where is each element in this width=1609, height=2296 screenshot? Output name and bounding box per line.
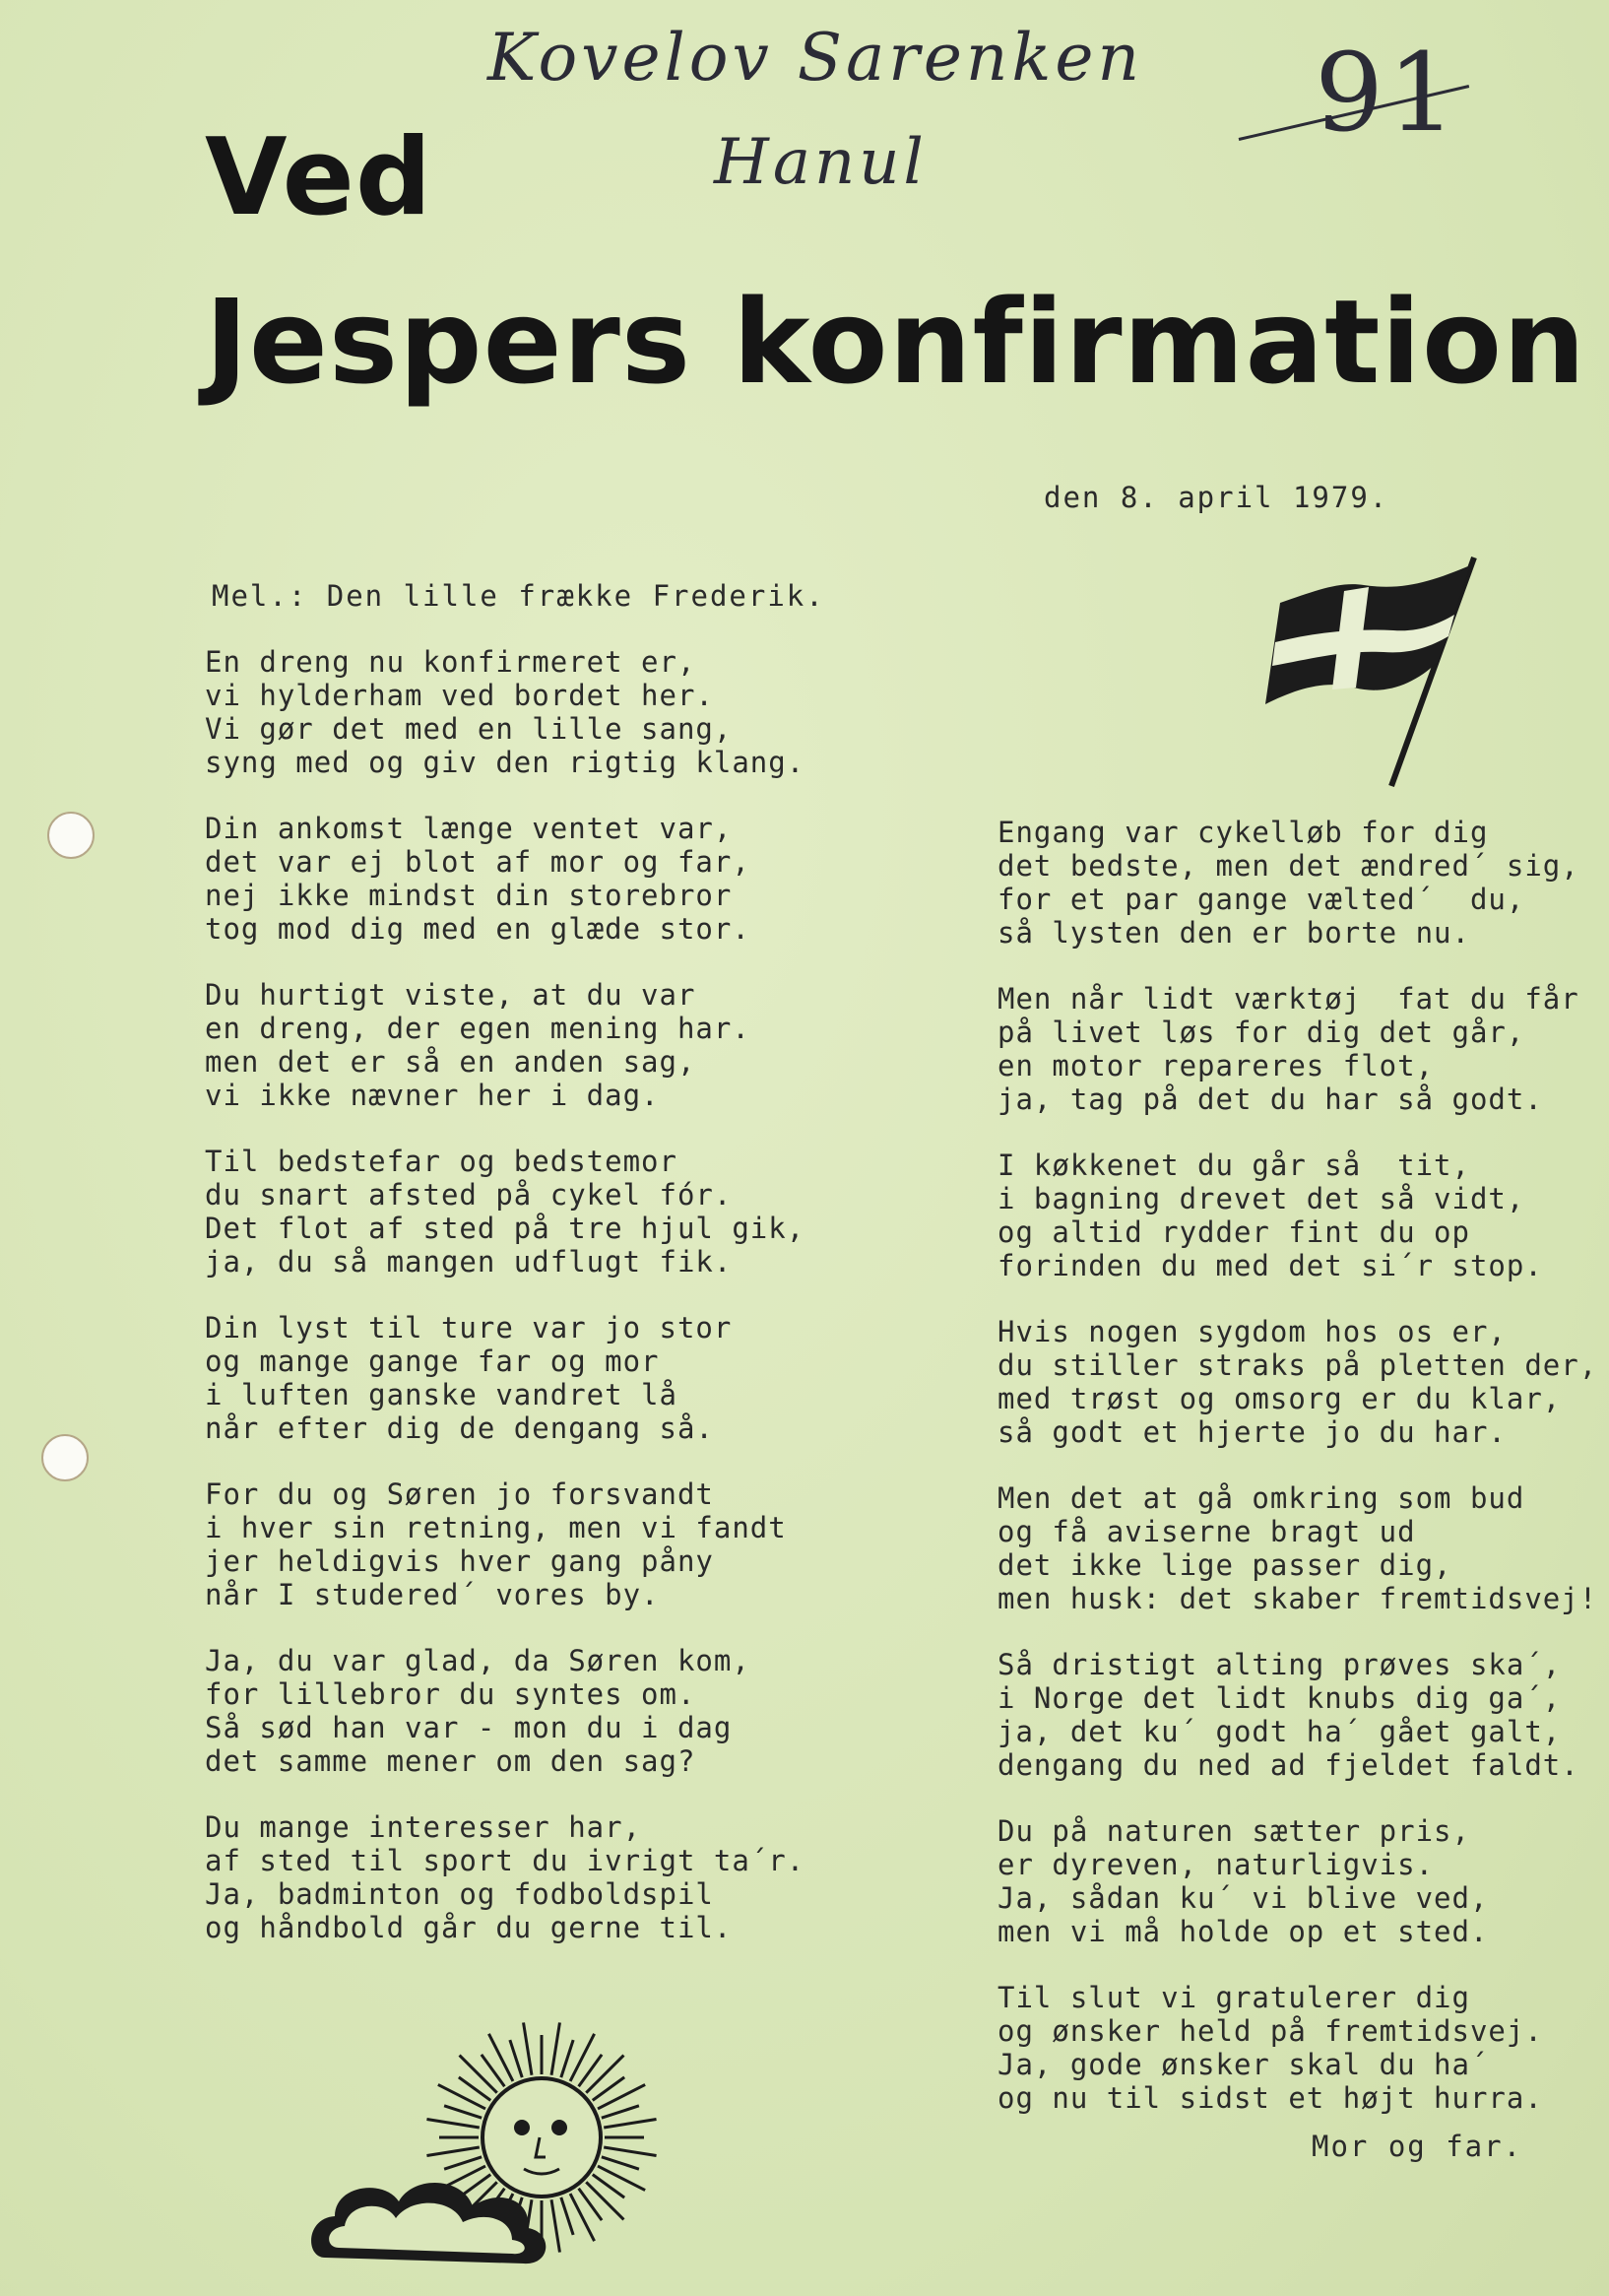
stanza bbox=[205, 1311, 804, 1445]
poem-line: forinden du med det si´r stop. bbox=[998, 1249, 1543, 1282]
title-line-2: Jespers konfirmation bbox=[205, 274, 1587, 410]
stanza bbox=[205, 978, 804, 1112]
stanza bbox=[998, 982, 1597, 1116]
poem-line: ja, du så mangen udflugt fik. bbox=[205, 1245, 733, 1279]
poem-line: og mange gange far og mor bbox=[205, 1345, 660, 1378]
date: den 8. april 1979. bbox=[1044, 481, 1389, 514]
poem-line: en motor repareres flot, bbox=[998, 1049, 1435, 1082]
stanza bbox=[205, 645, 804, 779]
stanza bbox=[998, 1481, 1597, 1615]
poem-line: Ja, badminton og fodboldspil bbox=[205, 1877, 714, 1911]
poem-line: når efter dig de dengang så. bbox=[205, 1411, 714, 1445]
poem-line: med trøst og omsorg er du klar, bbox=[998, 1382, 1562, 1415]
flag-icon bbox=[1246, 552, 1492, 798]
poem-line: Så sød han var - mon du i dag bbox=[205, 1711, 733, 1744]
poem-line: for et par gange vælted´ du, bbox=[998, 883, 1525, 916]
poem-line: og ønsker held på fremtidsvej. bbox=[998, 2014, 1543, 2048]
stanza bbox=[998, 1648, 1597, 1782]
handwritten-note-second: Hanul bbox=[714, 126, 928, 199]
melody-line: Mel.: Den lille frække Frederik. bbox=[212, 579, 825, 613]
poem-line: og nu til sidst et højt hurra. bbox=[998, 2081, 1543, 2115]
cloud-icon bbox=[311, 2183, 546, 2263]
poem-line: Din ankomst længe ventet var, bbox=[205, 812, 733, 845]
stanza bbox=[998, 1981, 1597, 2115]
poem-line: Du hurtigt viste, at du var bbox=[205, 978, 696, 1012]
poem-line: Ja, gode ønsker skal du ha´ bbox=[998, 2048, 1489, 2081]
poem-line: så godt et hjerte jo du har. bbox=[998, 1415, 1507, 1449]
poem-line: en dreng, der egen mening har. bbox=[205, 1012, 750, 1045]
poem-line: nej ikke mindst din storebror bbox=[205, 879, 733, 912]
poem-line: det var ej blot af mor og far, bbox=[205, 845, 750, 879]
stanza bbox=[205, 1810, 804, 1944]
poem-line: på livet løs for dig det går, bbox=[998, 1016, 1525, 1049]
poem-line: Engang var cykelløb for dig bbox=[998, 816, 1489, 849]
poem-line: det samme mener om den sag? bbox=[205, 1744, 696, 1778]
poem-line: dengang du ned ad fjeldet faldt. bbox=[998, 1748, 1579, 1782]
poem-line: når I studered´ vores by. bbox=[205, 1578, 660, 1611]
stanza bbox=[998, 1148, 1597, 1282]
poem-line: i Norge det lidt knubs dig ga´, bbox=[998, 1681, 1562, 1715]
poem-line: Du på naturen sætter pris, bbox=[998, 1814, 1470, 1848]
poem-line: i luften ganske vandret lå bbox=[205, 1378, 677, 1411]
poem-left-column bbox=[205, 645, 804, 1977]
poem-line: ja, det ku´ godt ha´ gået galt, bbox=[998, 1715, 1562, 1748]
stanza bbox=[205, 1477, 804, 1611]
poem-right-column bbox=[998, 816, 1597, 2147]
poem-line: Du mange interesser har, bbox=[205, 1810, 642, 1844]
poem-line: Ja, du var glad, da Søren kom, bbox=[205, 1644, 750, 1677]
poem-line: af sted til sport du ivrigt ta´r. bbox=[205, 1844, 805, 1877]
poem-line: vi ikke nævner her i dag. bbox=[205, 1079, 660, 1112]
poem-line: vi hylderham ved bordet her. bbox=[205, 679, 714, 712]
poem-line: Hvis nogen sygdom hos os er, bbox=[998, 1315, 1507, 1348]
poem-line: I køkkenet du går så tit, bbox=[998, 1148, 1470, 1182]
punch-hole bbox=[41, 1434, 89, 1481]
stanza bbox=[205, 812, 804, 946]
poem-line: tog mod dig med en glæde stor. bbox=[205, 912, 750, 946]
stanza bbox=[205, 1145, 804, 1279]
poem-line: så lysten den er borte nu. bbox=[998, 916, 1470, 950]
handwritten-number: 91 bbox=[1315, 30, 1460, 156]
poem-line: i hver sin retning, men vi fandt bbox=[205, 1511, 787, 1544]
poem-line: For du og Søren jo forsvandt bbox=[205, 1477, 714, 1511]
poem-line: Vi gør det med en lille sang, bbox=[205, 712, 733, 746]
punch-hole bbox=[47, 812, 95, 859]
poem-line: Men det at gå omkring som bud bbox=[998, 1481, 1525, 1515]
poem-line: du stiller straks på pletten der, bbox=[998, 1348, 1598, 1382]
poem-line: syng med og giv den rigtig klang. bbox=[205, 746, 805, 779]
poem-line: men husk: det skaber fremtidsvej! bbox=[998, 1582, 1598, 1615]
stanza bbox=[998, 1315, 1597, 1449]
poem-line: Din lyst til ture var jo stor bbox=[205, 1311, 733, 1345]
poem-line: Men når lidt værktøj fat du får bbox=[998, 982, 1579, 1016]
poem-line: men vi må holde op et sted. bbox=[998, 1915, 1489, 1948]
poem-line: og altid rydder fint du op bbox=[998, 1215, 1470, 1249]
poem-line: ja, tag på det du har så godt. bbox=[998, 1082, 1543, 1116]
stanza bbox=[998, 816, 1597, 950]
poem-line: det ikke lige passer dig, bbox=[998, 1548, 1452, 1582]
poem-line: du snart afsted på cykel fór. bbox=[205, 1178, 733, 1212]
poem-line: og håndbold går du gerne til. bbox=[205, 1911, 733, 1944]
poem-line: og få aviserne bragt ud bbox=[998, 1515, 1416, 1548]
poem-line: Det flot af sted på tre hjul gik, bbox=[205, 1212, 805, 1245]
signature: Mor og far. bbox=[1312, 2130, 1523, 2163]
sun-icon bbox=[305, 2000, 679, 2285]
poem-line: er dyreven, naturligvis. bbox=[998, 1848, 1435, 1881]
poem-line: Ja, sådan ku´ vi blive ved, bbox=[998, 1881, 1489, 1915]
poem-line: i bagning drevet det så vidt, bbox=[998, 1182, 1525, 1215]
poem-line: jer heldigvis hver gang påny bbox=[205, 1544, 714, 1578]
handwritten-note: Kovelov Sarenken bbox=[487, 20, 1143, 96]
title-line-1: Ved bbox=[205, 116, 433, 239]
poem-line: En dreng nu konfirmeret er, bbox=[205, 645, 696, 679]
stanza bbox=[205, 1644, 804, 1778]
poem-line: men det er så en anden sag, bbox=[205, 1045, 696, 1079]
stanza bbox=[998, 1814, 1597, 1948]
poem-line: Til slut vi gratulerer dig bbox=[998, 1981, 1470, 2014]
poem-line: det bedste, men det ændred´ sig, bbox=[998, 849, 1579, 883]
poem-line: Til bedstefar og bedstemor bbox=[205, 1145, 677, 1178]
poem-line: for lillebror du syntes om. bbox=[205, 1677, 696, 1711]
poem-line: Så dristigt alting prøves ska´, bbox=[998, 1648, 1562, 1681]
